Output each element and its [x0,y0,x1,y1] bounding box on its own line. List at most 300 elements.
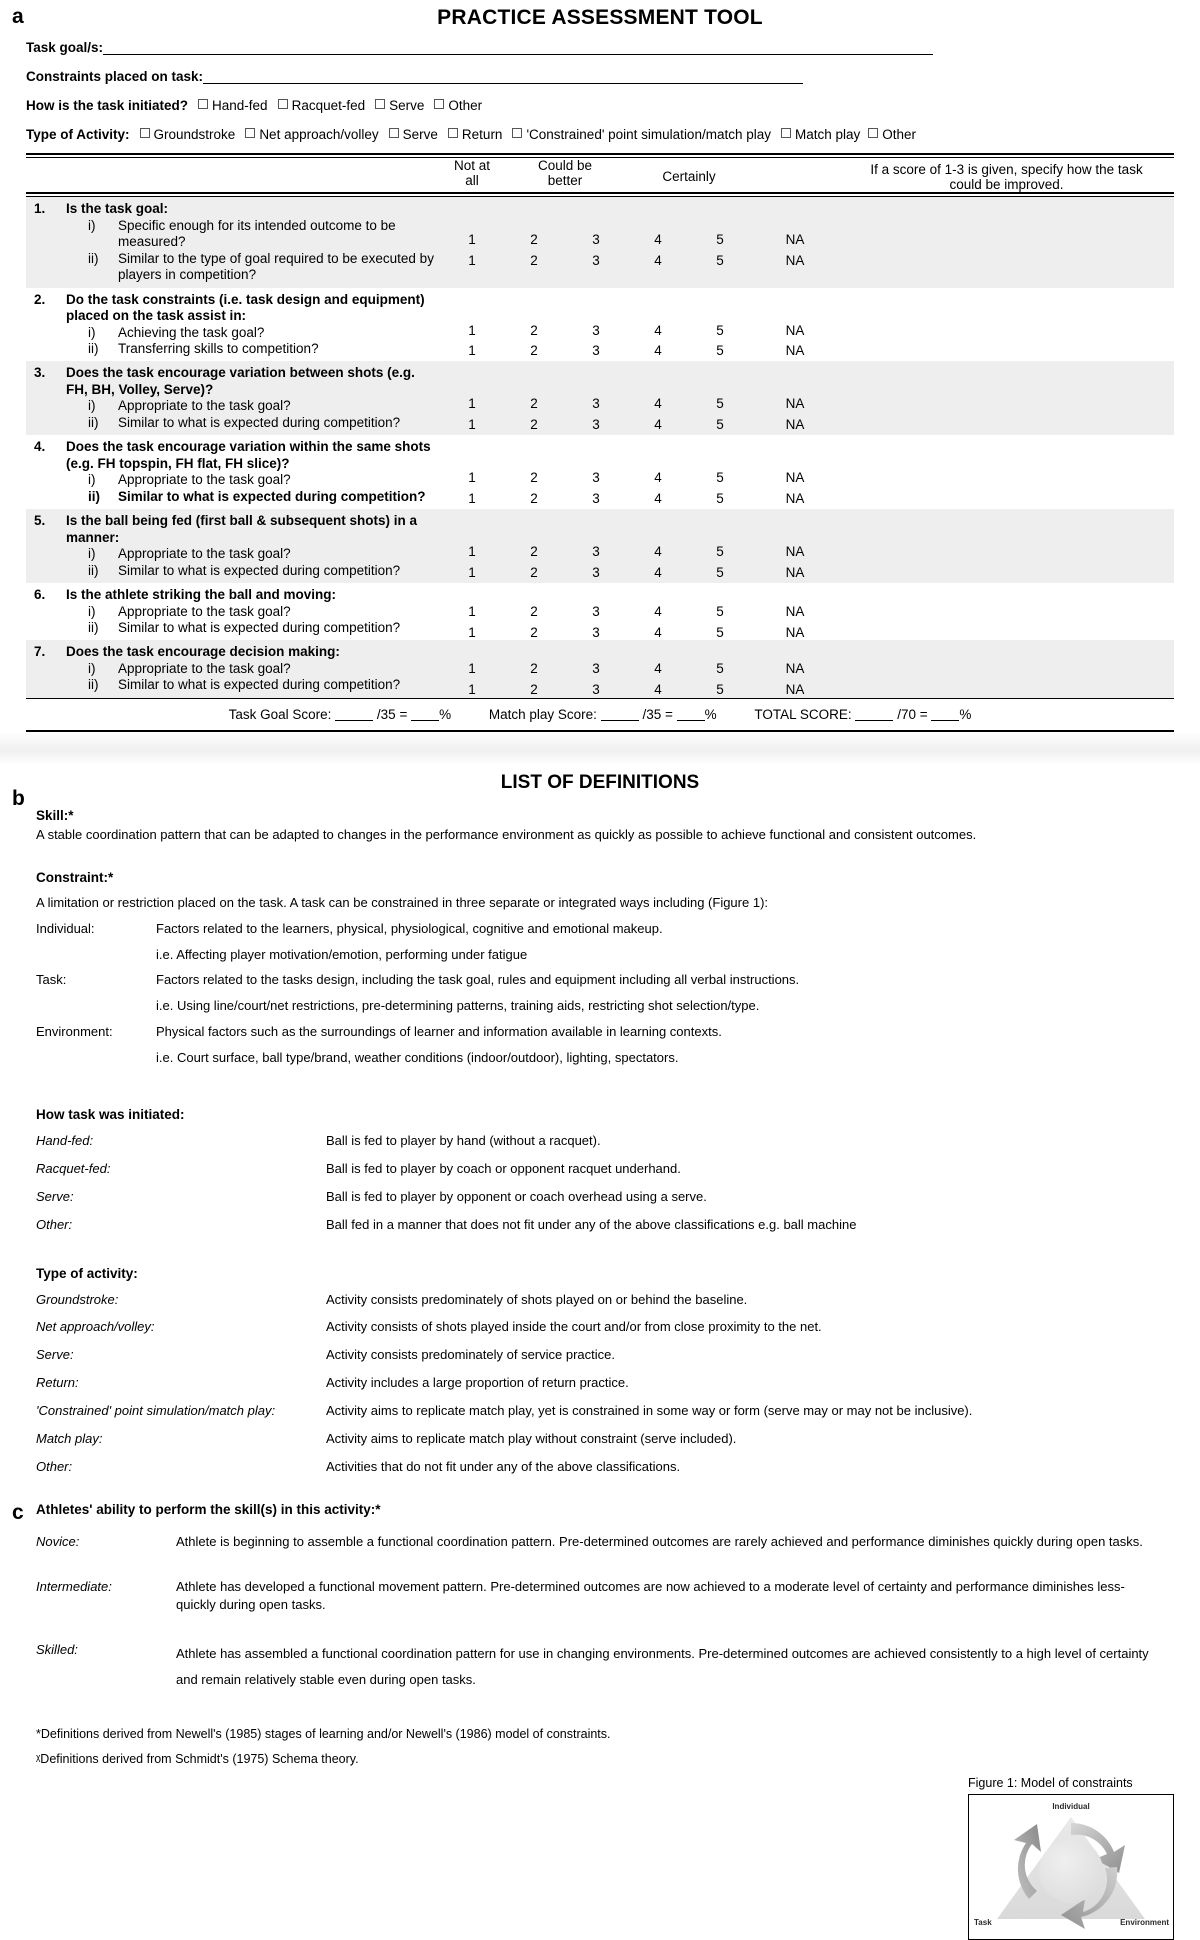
table-row [26,509,1174,583]
improvement-cell-7[interactable] [839,640,1174,697]
scale-value[interactable]: 1 [468,252,476,268]
option-hand-fed[interactable]: Hand-fed [212,98,268,113]
initiation-desc-hand-fed: Ball is fed to player by hand (without a racquet). [326,1133,601,1148]
checkbox-net-approach-volley[interactable] [245,128,255,138]
total-percent-input[interactable] [931,720,959,721]
initiation-term-hand-fed: Hand-fed: [36,1133,94,1148]
scale-value[interactable]: 4 [654,624,662,640]
scale-value[interactable]: 5 [716,661,724,677]
list-item [36,921,976,938]
improvement-cell-5[interactable] [839,509,1174,583]
improvement-cell-4[interactable] [839,435,1174,509]
score-summary-bar [26,698,1174,732]
scale-value[interactable]: 2 [530,396,538,412]
scale-value-na[interactable]: NA [785,681,805,697]
header-could-be-line2: better [547,173,583,189]
total-score-input[interactable] [855,720,893,721]
scale-col-4 [627,509,689,583]
scale-value[interactable]: 3 [592,416,600,432]
list-item [36,1024,976,1041]
scale-col-1 [441,509,503,583]
task-goal-percent-input[interactable] [411,720,439,721]
task-goals-label: Task goal/s: [26,40,104,55]
ability-term-novice: Novice: [36,1533,80,1549]
match-play-score-denom: /35 = [642,706,673,722]
option-other[interactable]: Other [448,98,483,113]
scale-value[interactable]: 1 [468,661,476,677]
question-cell-7 [26,640,441,697]
subquestion-roman-1-i: i) [88,217,96,233]
ability-desc-intermediate: Athlete has developed a functional movement pattern. Pre-determined outcomes are now achieved to a moderate level of certainty and performance diminishes less-quickly during open tasks. [176,1578,1125,1613]
question-number-7: 7. [34,644,46,660]
header-blank [26,158,441,192]
scale-value[interactable]: 4 [654,490,662,506]
scale-value-na[interactable]: NA [785,624,805,640]
subquestion-5-ii [66,563,441,579]
table-row [26,640,1174,697]
panel-c [0,1502,1200,1767]
scale-col-5 [689,435,751,509]
activity-term-constrained-point-sim: 'Constrained' point simulation/match play: [36,1403,276,1419]
subquestion-7-ii [66,677,441,693]
ability-term-intermediate: Intermediate: [36,1578,112,1594]
activity-defs-heading: Type of activity: [36,1265,138,1281]
scale-col-4 [627,640,689,697]
scale-value[interactable]: 5 [716,564,724,580]
option-activity-serve[interactable]: Serve [402,127,438,142]
assessment-questions-table [26,197,1174,698]
checkbox-groundstroke[interactable] [140,128,150,138]
activity-term-serve: Serve: [36,1347,74,1363]
match-play-score-label: Match play Score: [488,706,597,722]
scale-value[interactable]: 3 [592,232,600,248]
subquestion-roman-6-i: i) [88,603,96,619]
scale-col-2 [503,435,565,509]
scale-value[interactable]: 3 [592,343,600,359]
scale-value[interactable]: 4 [654,470,662,486]
subquestion-2-i [66,325,441,341]
improvement-cell-3[interactable] [839,361,1174,435]
scale-value[interactable]: 5 [716,544,724,560]
improvement-cell-1[interactable] [839,197,1174,287]
checkbox-activity-other[interactable] [868,128,878,138]
list-item [36,1431,1174,1448]
scale-value-na[interactable]: NA [785,661,805,677]
scale-value[interactable]: 3 [592,681,600,697]
subquestion-roman-1-ii: ii) [88,250,99,266]
figure-1-caption: Figure 1: Model of constraints [968,1775,1133,1790]
scale-value[interactable]: 3 [592,470,600,486]
scale-value-na[interactable]: NA [785,604,805,620]
scale-col-na [751,197,839,287]
activity-term-match-play: Match play: [36,1431,103,1447]
scale-value[interactable]: 1 [468,544,476,560]
total-percent-sign: % [959,706,972,722]
activity-term-groundstroke: Groundstroke: [36,1291,119,1307]
constraint-desc-environment: Physical factors such as the surroundings of learner and information available in learning contexts. [156,1024,722,1040]
list-item [36,972,976,989]
scale-col-1 [441,197,503,287]
table-row [26,288,1174,362]
task-goal-percent-sign: % [439,706,452,722]
subquestion-1-i [66,218,441,251]
list-item [36,1578,1174,1616]
scale-value[interactable]: 4 [654,416,662,432]
scale-col-1 [441,288,503,362]
ability-desc-novice: Athlete is beginning to assemble a functional coordination pattern. Pre-determined outcomes are rarely achieved and performance diminishes quickly during open tasks. [176,1533,1143,1549]
assessment-table-wrap [26,153,1174,732]
checkbox-constrained-point-sim[interactable] [512,128,522,138]
subquestion-text-5-i: Appropriate to the task goal? [118,546,291,562]
task-goal-score-group [229,707,452,722]
subquestion-1-ii [66,251,441,284]
scale-value[interactable]: 5 [716,416,724,432]
scale-value[interactable]: 3 [592,490,600,506]
question-heading-4: Does the task encourage variation within the same shots (e.g. FH topspin, FH flat, FH slice)? [66,439,431,471]
list-item [36,1292,1174,1309]
table-header-row [26,158,1174,192]
scale-value[interactable]: 2 [530,322,538,338]
activity-type-row [26,127,1174,142]
scale-value[interactable]: 1 [468,232,476,248]
list-item [36,1375,1174,1392]
scale-value[interactable]: 5 [716,604,724,620]
option-return[interactable]: Return [461,127,503,142]
option-net-approach-volley[interactable]: Net approach/volley [259,127,379,142]
subquestion-5-i [66,546,441,562]
scale-col-4 [627,435,689,509]
list-item [36,1161,1174,1178]
scale-value[interactable]: 4 [654,681,662,697]
header-improvement-note [839,158,1174,192]
scale-col-5 [689,509,751,583]
activity-desc-match-play: Activity aims to replicate match play without constraint (serve included). [326,1431,737,1447]
match-play-score-group [489,707,717,722]
subquestion-3-ii [66,415,441,431]
header-na-spacer [751,158,839,192]
improvement-cell-6[interactable] [839,583,1174,640]
scale-col-4 [627,361,689,435]
scale-value[interactable]: 3 [592,661,600,677]
figure-label-task: Task [974,1917,992,1927]
constraints-label: Constraints placed on task: [26,69,204,84]
scale-col-5 [689,197,751,287]
scale-value[interactable]: 4 [654,544,662,560]
scale-value[interactable]: 2 [530,232,538,248]
question-heading-3: Does the task encourage variation between shots (e.g. FH, BH, Volley, Serve)? [66,365,415,397]
total-score-group [754,707,971,722]
scale-value[interactable]: 1 [468,396,476,412]
activity-desc-groundstroke: Activity consists predominately of shots played on or behind the baseline. [326,1291,748,1307]
scale-value[interactable]: 1 [468,681,476,697]
scale-value[interactable]: 4 [654,396,662,412]
question-number-2: 2. [34,291,46,307]
subquestion-roman-5-i: i) [88,546,96,562]
athlete-ability-heading: Athletes' ability to perform the skill(s) in this activity:* [36,1501,381,1517]
scale-value[interactable]: 1 [468,322,476,338]
header-improvement-line1: If a score of 1-3 is given, specify how the task [870,162,1143,177]
scale-value-na[interactable]: NA [785,232,805,248]
subquestion-6-ii [66,620,441,636]
scale-value-na[interactable]: NA [785,490,805,506]
scale-value[interactable]: 2 [530,416,538,432]
scale-col-2 [503,583,565,640]
table-row [26,197,1174,287]
scale-col-1 [441,583,503,640]
panel-label-a: a [12,5,24,28]
scale-value[interactable]: 1 [468,604,476,620]
scale-value[interactable]: 3 [592,564,600,580]
scale-col-3 [565,435,627,509]
header-not-at-all-line2: all [465,173,479,189]
scale-col-na [751,435,839,509]
scale-col-5 [689,583,751,640]
header-improvement-line2: could be improved. [949,177,1064,193]
scale-value[interactable]: 2 [530,564,538,580]
scale-value[interactable]: 4 [654,343,662,359]
question-heading-7: Does the task encourage decision making: [66,644,340,660]
scale-value[interactable]: 1 [468,416,476,432]
option-match-play[interactable]: Match play [794,127,861,142]
list-item [36,1347,1174,1364]
list-item [36,1133,1174,1150]
list-item [36,1641,1174,1693]
scale-col-3 [565,640,627,697]
scale-value[interactable]: 1 [468,470,476,486]
activity-definitions-list [36,1292,1174,1476]
subquestion-roman-2-i: i) [88,324,96,340]
scale-col-3 [565,509,627,583]
table-row [26,583,1174,640]
header-not-at-all-line1: Not at [453,158,491,173]
scale-col-5 [689,640,751,697]
subquestion-text-6-ii: Similar to what is expected during competition? [118,620,401,635]
constraint-definitions-list [36,921,976,1067]
scale-value[interactable]: 5 [716,681,724,697]
scale-value[interactable]: 3 [592,396,600,412]
scale-value[interactable]: 5 [716,343,724,359]
scale-value[interactable]: 4 [654,604,662,620]
scale-col-5 [689,361,751,435]
subquestion-roman-4-ii: ii) [88,488,100,504]
scale-value[interactable]: 2 [530,604,538,620]
scale-value[interactable]: 2 [530,470,538,486]
constraint-term-task: Task: [36,972,67,988]
scale-col-3 [565,361,627,435]
scale-value[interactable]: 1 [468,490,476,506]
scale-value[interactable]: 4 [654,252,662,268]
scale-value[interactable]: 4 [654,661,662,677]
scale-value[interactable]: 1 [468,564,476,580]
scale-value[interactable]: 5 [716,470,724,486]
subquestion-text-6-i: Appropriate to the task goal? [118,603,291,619]
scale-value[interactable]: 1 [468,624,476,640]
scale-col-na [751,509,839,583]
scale-value[interactable]: 5 [716,322,724,338]
scale-col-3 [565,288,627,362]
scale-value[interactable]: 2 [530,252,538,268]
panel-label-c: c [12,1500,24,1524]
subquestion-roman-3-ii: ii) [88,414,99,430]
scale-value[interactable]: 5 [716,490,724,506]
list-item [36,1217,1174,1234]
constraints-field-row [26,69,1174,84]
scale-value-na[interactable]: NA [785,470,805,486]
subquestion-text-5-ii: Similar to what is expected during competition? [118,562,401,578]
task-goal-score-input[interactable] [335,720,373,721]
task-goal-score-denom: /35 = [376,706,408,722]
option-constrained-point-sim[interactable]: 'Constrained' point simulation/match play [526,127,771,142]
constraints-input[interactable] [203,70,803,84]
scale-value[interactable]: 3 [592,624,600,640]
list-item [36,1459,1174,1476]
scale-value[interactable]: 3 [592,544,600,560]
scale-value[interactable]: 3 [592,604,600,620]
checkbox-hand-fed[interactable] [198,99,208,109]
scale-value[interactable]: 4 [654,564,662,580]
scale-value[interactable]: 5 [716,396,724,412]
scale-value[interactable]: 2 [530,544,538,560]
checkbox-serve[interactable] [375,99,385,109]
header-certainly: Certainly [662,169,716,184]
scale-value[interactable]: 5 [716,232,724,248]
initiation-term-serve: Serve: [36,1188,74,1204]
total-score-label: TOTAL SCORE: [754,706,852,722]
skill-heading: Skill:* [36,807,74,823]
match-play-score-input[interactable] [601,720,639,721]
activity-desc-other: Activities that do not fit under any of the above classifications. [326,1458,681,1474]
scale-col-4 [627,197,689,287]
question-number-6: 6. [34,587,46,603]
scale-value-na[interactable]: NA [785,322,805,338]
checkbox-racquet-fed[interactable] [278,99,288,109]
question-heading-5: Is the ball being fed (first ball & subsequent shots) in a manner: [66,513,418,545]
scale-value[interactable]: 1 [468,343,476,359]
activity-desc-return: Activity includes a large proportion of return practice. [326,1375,629,1391]
initiation-defs-heading: How task was initiated: [36,1107,185,1122]
subquestion-roman-2-ii: ii) [88,340,99,356]
page-title: PRACTICE ASSESSMENT TOOL [437,6,763,29]
figure-1-frame [968,1794,1174,1940]
scale-value[interactable]: 2 [530,343,538,359]
match-play-percent-input[interactable] [677,720,705,721]
activity-desc-constrained-point-sim: Activity aims to replicate match play, yet is constrained in some way or form (serve may or may not be inclusive). [326,1403,973,1419]
scale-value[interactable]: 5 [716,624,724,640]
improvement-cell-2[interactable] [839,288,1174,362]
subquestion-text-7-i: Appropriate to the task goal? [118,660,291,676]
match-play-percent-sign: % [704,706,717,722]
subquestion-roman-7-i: i) [88,660,96,676]
scale-col-3 [565,583,627,640]
subquestion-7-i [66,661,441,677]
checkbox-other[interactable] [434,99,444,109]
figure-label-individual: Individual [1052,1801,1090,1811]
subquestion-text-3-i: Appropriate to the task goal? [118,398,291,414]
table-row [26,435,1174,509]
subquestion-4-ii [66,489,441,505]
task-goals-field-row [26,40,1174,55]
task-goals-input[interactable] [103,41,933,55]
scale-value[interactable]: 2 [530,490,538,506]
scale-col-2 [503,509,565,583]
constraint-desc-task: Factors related to the tasks design, including the task goal, rules and equipment including all verbal instructions. [156,972,800,988]
scale-value[interactable]: 4 [654,322,662,338]
subquestion-3-i [66,398,441,414]
subquestion-text-4-ii: Similar to what is expected during competition? [118,488,426,504]
scale-value[interactable]: 4 [654,232,662,248]
option-serve[interactable]: Serve [389,98,425,113]
scale-value[interactable]: 2 [530,624,538,640]
checkbox-return[interactable] [448,128,458,138]
total-score-denom: /70 = [897,706,928,722]
initiation-term-other: Other: [36,1216,73,1232]
option-activity-other[interactable]: Other [882,127,917,142]
subquestion-text-2-i: Achieving the task goal? [118,324,265,340]
scale-col-na [751,640,839,697]
subquestion-roman-5-ii: ii) [88,562,99,578]
scale-col-na [751,583,839,640]
subquestion-roman-6-ii: ii) [88,620,99,635]
subquestion-text-1-ii: Similar to the type of goal required to be executed by players in competition? [118,250,434,283]
task-initiation-label: How is the task initiated? [26,98,189,113]
checkbox-activity-serve[interactable] [389,128,399,138]
scale-col-na [751,361,839,435]
ability-term-skilled: Skilled: [36,1642,78,1658]
constraint-term-environment: Environment: [36,1024,113,1040]
scale-value-na[interactable]: NA [785,416,805,432]
question-heading-2: Do the task constraints (i.e. task design and equipment) placed on the task assist in: [66,291,425,324]
scale-value-na[interactable]: NA [785,544,805,560]
subquestion-roman-3-i: i) [88,398,96,414]
scale-value[interactable]: 3 [592,252,600,268]
subquestion-4-i [66,472,441,488]
scale-value[interactable]: 2 [530,661,538,677]
scale-value-na[interactable]: NA [785,396,805,412]
scale-value[interactable]: 5 [716,252,724,268]
subquestion-roman-7-ii: ii) [88,677,99,693]
question-cell-4 [26,435,441,509]
constraint-desc-individual: Factors related to the learners, physical, physiological, cognitive and emotional makeup. [156,920,663,936]
figure-1 [968,1776,1174,1940]
scale-col-3 [565,197,627,287]
scale-value-na[interactable]: NA [785,252,805,268]
scale-col-4 [627,288,689,362]
constraint-heading: Constraint:* [36,869,114,885]
checkbox-match-play[interactable] [781,128,791,138]
activity-desc-serve: Activity consists predominately of service practice. [326,1347,615,1363]
scale-value-na[interactable]: NA [785,343,805,359]
question-cell-3 [26,361,441,435]
scale-value[interactable]: 2 [530,681,538,697]
constraint-example-task: i.e. Using line/court/net restrictions, pre-determining patterns, training aids, restricting shot selection/type. [156,998,760,1014]
scale-value[interactable]: 3 [592,322,600,338]
subquestion-2-ii [66,341,441,357]
constraint-term-individual: Individual: [36,920,95,936]
list-item [36,1403,1174,1420]
question-cell-2 [26,288,441,362]
question-number-1: 1. [34,201,46,217]
subquestion-roman-4-i: i) [88,472,96,488]
scale-col-2 [503,361,565,435]
assessment-table [26,158,1174,192]
scale-value-na[interactable]: NA [785,564,805,580]
question-cell-6 [26,583,441,640]
activity-type-label: Type of Activity: [26,127,130,142]
option-racquet-fed[interactable]: Racquet-fed [291,98,366,113]
option-groundstroke[interactable]: Groundstroke [153,127,236,142]
constraint-example-environment: i.e. Court surface, ball type/brand, weather conditions (indoor/outdoor), lighting, spectators. [156,1050,679,1066]
question-cell-1 [26,197,441,287]
